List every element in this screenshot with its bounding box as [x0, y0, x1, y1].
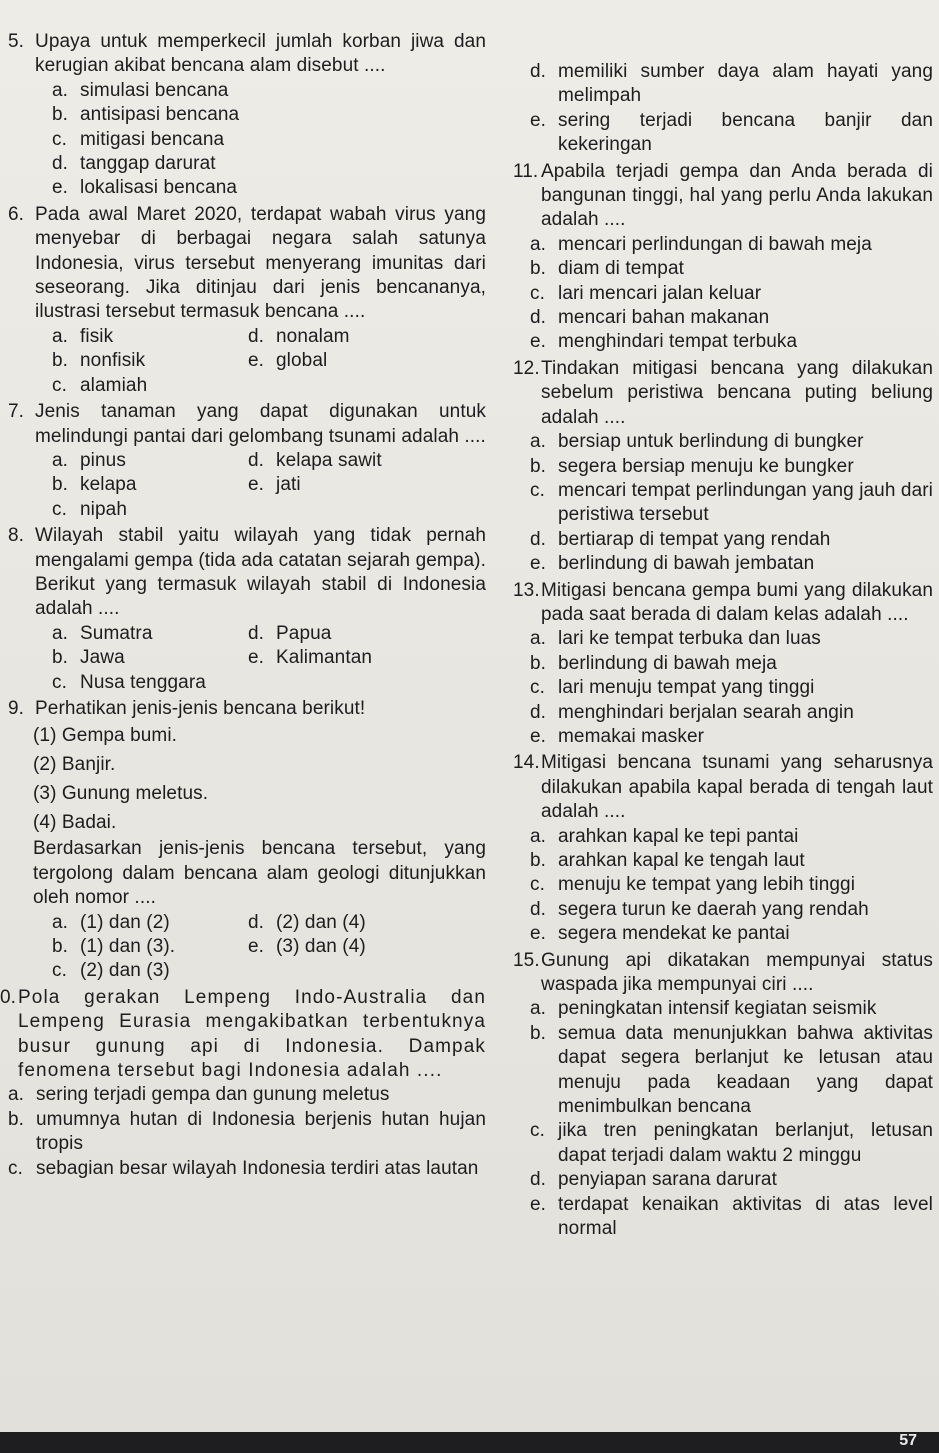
question-8 — [8, 524, 486, 695]
option-d[interactable]: d. memiliki sumber daya alam hayati yang melimpah — [530, 61, 933, 107]
question-text: Pada awal Maret 2020, terdapat wabah virus yang menyebar di berbagai negara salah satunya Indonesia, virus tersebut menyerang imunitas dari seseorang. Jika ditinjau dari jenis bencananya, ilustrasi tersebut termasuk bencana .... — [35, 203, 486, 323]
question-text: Mitigasi bencana gempa bumi yang dilakukan pada saat berada di dalam kelas adalah .... — [541, 579, 933, 625]
option-e[interactable]: e. memakai masker — [530, 725, 705, 747]
question-text: Perhatikan jenis-jenis bencana berikut! — [35, 697, 366, 719]
left-column — [0, 30, 486, 1183]
option-a[interactable]: a. simulasi bencana — [52, 79, 229, 101]
question-15 — [513, 949, 933, 1242]
option-d[interactable]: d. penyiapan sarana darurat — [530, 1169, 777, 1191]
option-b[interactable]: b. segera bersiap menuju ke bungker — [530, 455, 854, 477]
question-text: Pola gerakan Lempeng Indo-Australia dan Lempeng Eurasia mengakibatkan terbentuknya busur gunung api di Indonesia. Dampak fenomena tersebut bagi Indonesia adalah .... — [18, 986, 486, 1082]
option-d[interactable]: d. segera turun ke daerah yang rendah — [530, 898, 869, 920]
option-e[interactable]: e. sering terjadi bencana banjir dan kekeringan — [530, 109, 933, 156]
option-c[interactable]: c. alamiah — [52, 374, 148, 396]
question-12 — [513, 357, 933, 577]
option-d[interactable]: d. kelapa sawit — [248, 449, 382, 471]
question-11 — [513, 160, 933, 355]
question-7 — [8, 400, 486, 522]
option-a[interactable]: a. lari ke tempat terbuka dan luas — [530, 628, 821, 650]
option-b[interactable]: b. berlindung di bawah meja — [530, 652, 777, 674]
option-d[interactable]: d. menghindari berjalan searah angin — [530, 701, 854, 723]
option-c[interactable]: c. sebagian besar wilayah Indonesia terdiri atas lautan — [8, 1157, 479, 1179]
option-a[interactable]: a. sering terjadi gempa dan gunung meletus — [8, 1084, 390, 1106]
option-c[interactable]: c. Nusa tenggara — [52, 671, 206, 693]
option-c[interactable]: c. menuju ke tempat yang lebih tinggi — [530, 874, 856, 896]
option-a[interactable]: a. (1) dan (2) — [52, 911, 170, 933]
question-number: 12. — [513, 357, 540, 379]
list-item: (2) Banjir. — [33, 754, 116, 776]
option-c[interactable]: c. jika tren peningkatan berlanjut, letusan dapat terjadi dalam waktu 2 minggu — [530, 1120, 933, 1166]
option-c[interactable]: c. mitigasi bencana — [52, 128, 225, 150]
list-item: (3) Gunung meletus. — [33, 783, 209, 805]
option-e[interactable]: e. terdapat kenaikan aktivitas di atas level normal — [530, 1193, 933, 1240]
question-number: 8. — [8, 525, 25, 547]
option-a[interactable]: a. fisik — [52, 325, 114, 347]
question-number: 7. — [8, 401, 25, 423]
question-text: Apabila terjadi gempa dan Anda berada di bangunan tinggi, hal yang perlu Anda lakukan adalah .... — [541, 160, 933, 231]
question-number: 6. — [8, 203, 25, 225]
option-c[interactable]: c. lari mencari jalan keluar — [530, 282, 762, 304]
option-a[interactable]: a. Sumatra — [52, 622, 153, 644]
option-d[interactable]: d. bertiarap di tempat yang rendah — [530, 528, 831, 550]
question-number: 13. — [513, 579, 540, 601]
option-b[interactable]: b. semua data menunjukkan bahwa aktivitas dapat segera berlanjut ke letusan atau menuju pada keadaan yang dapat menimbulkan bencana — [530, 1022, 933, 1118]
option-b[interactable]: b. diam di tempat — [530, 258, 685, 280]
question-10 — [0, 986, 486, 1181]
option-d[interactable]: d. Papua — [248, 622, 332, 644]
option-d[interactable]: d. mencari bahan makanan — [530, 307, 770, 329]
question-13 — [513, 579, 933, 750]
question-number: 11. — [513, 160, 539, 182]
page-number: 57 — [899, 1432, 917, 1449]
question-14 — [513, 751, 933, 946]
question-number: 9. — [8, 697, 25, 719]
option-b[interactable]: b. nonfisik — [52, 350, 146, 372]
option-c[interactable]: c. (2) dan (3) — [52, 960, 170, 982]
option-d[interactable]: d. nonalam — [248, 325, 350, 347]
option-e[interactable]: e. menghindari tempat terbuka — [530, 331, 798, 353]
question-6 — [8, 203, 486, 398]
option-a[interactable]: a. peningkatan intensif kegiatan seismik — [530, 998, 877, 1020]
option-b[interactable]: b. antisipasi bencana — [52, 104, 240, 126]
question-number: 0. — [0, 986, 17, 1008]
option-b[interactable]: b. (1) dan (3). — [52, 936, 176, 957]
question-text: Jenis tanaman yang dapat digunakan untuk melindungi pantai dari gelombang tsunami adalah .... — [35, 401, 486, 447]
option-b[interactable]: b. arahkan kapal ke tengah laut — [530, 850, 805, 871]
option-b[interactable]: b. umumnya hutan di Indonesia berjenis hutan hujan tropis — [8, 1108, 486, 1155]
option-a[interactable]: a. arahkan kapal ke tepi pantai — [530, 825, 799, 847]
question-number: 15. — [513, 949, 540, 971]
option-e[interactable]: e. global — [248, 350, 328, 372]
right-column — [513, 30, 933, 1244]
option-c[interactable]: c. lari menuju tempat yang tinggi — [530, 677, 815, 699]
question-number: 14. — [513, 752, 540, 774]
question-text: Wilayah stabil yaitu wilayah yang tidak pernah mengalami gempa (tida ada catatan sejarah gempa). Berikut yang termasuk wilayah stabil di Indonesia adalah .... — [35, 525, 486, 620]
option-b[interactable]: b. kelapa — [52, 474, 137, 496]
question-10-continued — [513, 60, 933, 158]
option-d[interactable]: d. tanggap darurat — [52, 153, 216, 175]
option-d[interactable]: d. (2) dan (4) — [248, 911, 366, 933]
option-e[interactable]: e. segera mendekat ke pantai — [530, 923, 790, 945]
option-a[interactable]: a. mencari perlindungan di bawah meja — [530, 233, 872, 255]
option-a[interactable]: a. bersiap untuk berlindung di bungker — [530, 431, 864, 453]
list-item: (4) Badai. — [33, 812, 117, 834]
option-e[interactable]: e. Kalimantan — [248, 647, 373, 669]
page-footer-bar — [0, 1432, 939, 1453]
option-b[interactable]: b. Jawa — [52, 647, 125, 669]
question-text: Tindakan mitigasi bencana yang dilakukan sebelum peristiwa bencana puting beliung adalah .... — [541, 357, 933, 428]
question-text: Gunung api dikatakan mempunyai status waspada jika mempunyai ciri .... — [541, 949, 933, 996]
question-text: Mitigasi bencana tsunami yang seharusnya dilakukan apabila kapal berada di tengah laut adalah .... — [541, 752, 933, 823]
option-a[interactable]: a. pinus — [52, 449, 126, 471]
option-e[interactable]: e. berlindung di bawah jembatan — [530, 553, 815, 575]
option-c[interactable]: c. mencari tempat perlindungan yang jauh dari peristiwa tersebut — [530, 479, 933, 526]
question-text: Upaya untuk memperkecil jumlah korban jiwa dan kerugian akibat bencana alam disebut .... — [35, 31, 486, 77]
option-e[interactable]: e. jati — [248, 474, 301, 496]
question-text-continued: Berdasarkan jenis-jenis bencana tersebut, yang tergolong dalam bencana alam geologi ditunjukkan oleh nomor .... — [33, 838, 486, 909]
option-e[interactable]: e. (3) dan (4) — [248, 936, 366, 957]
question-number: 5. — [8, 31, 25, 52]
question-5 — [8, 30, 486, 201]
option-e[interactable]: e. lokalisasi bencana — [52, 177, 238, 199]
list-item: (1) Gempa bumi. — [33, 725, 178, 747]
disaster-list — [8, 721, 486, 837]
question-9 — [8, 697, 486, 984]
option-c[interactable]: c. nipah — [52, 498, 127, 520]
